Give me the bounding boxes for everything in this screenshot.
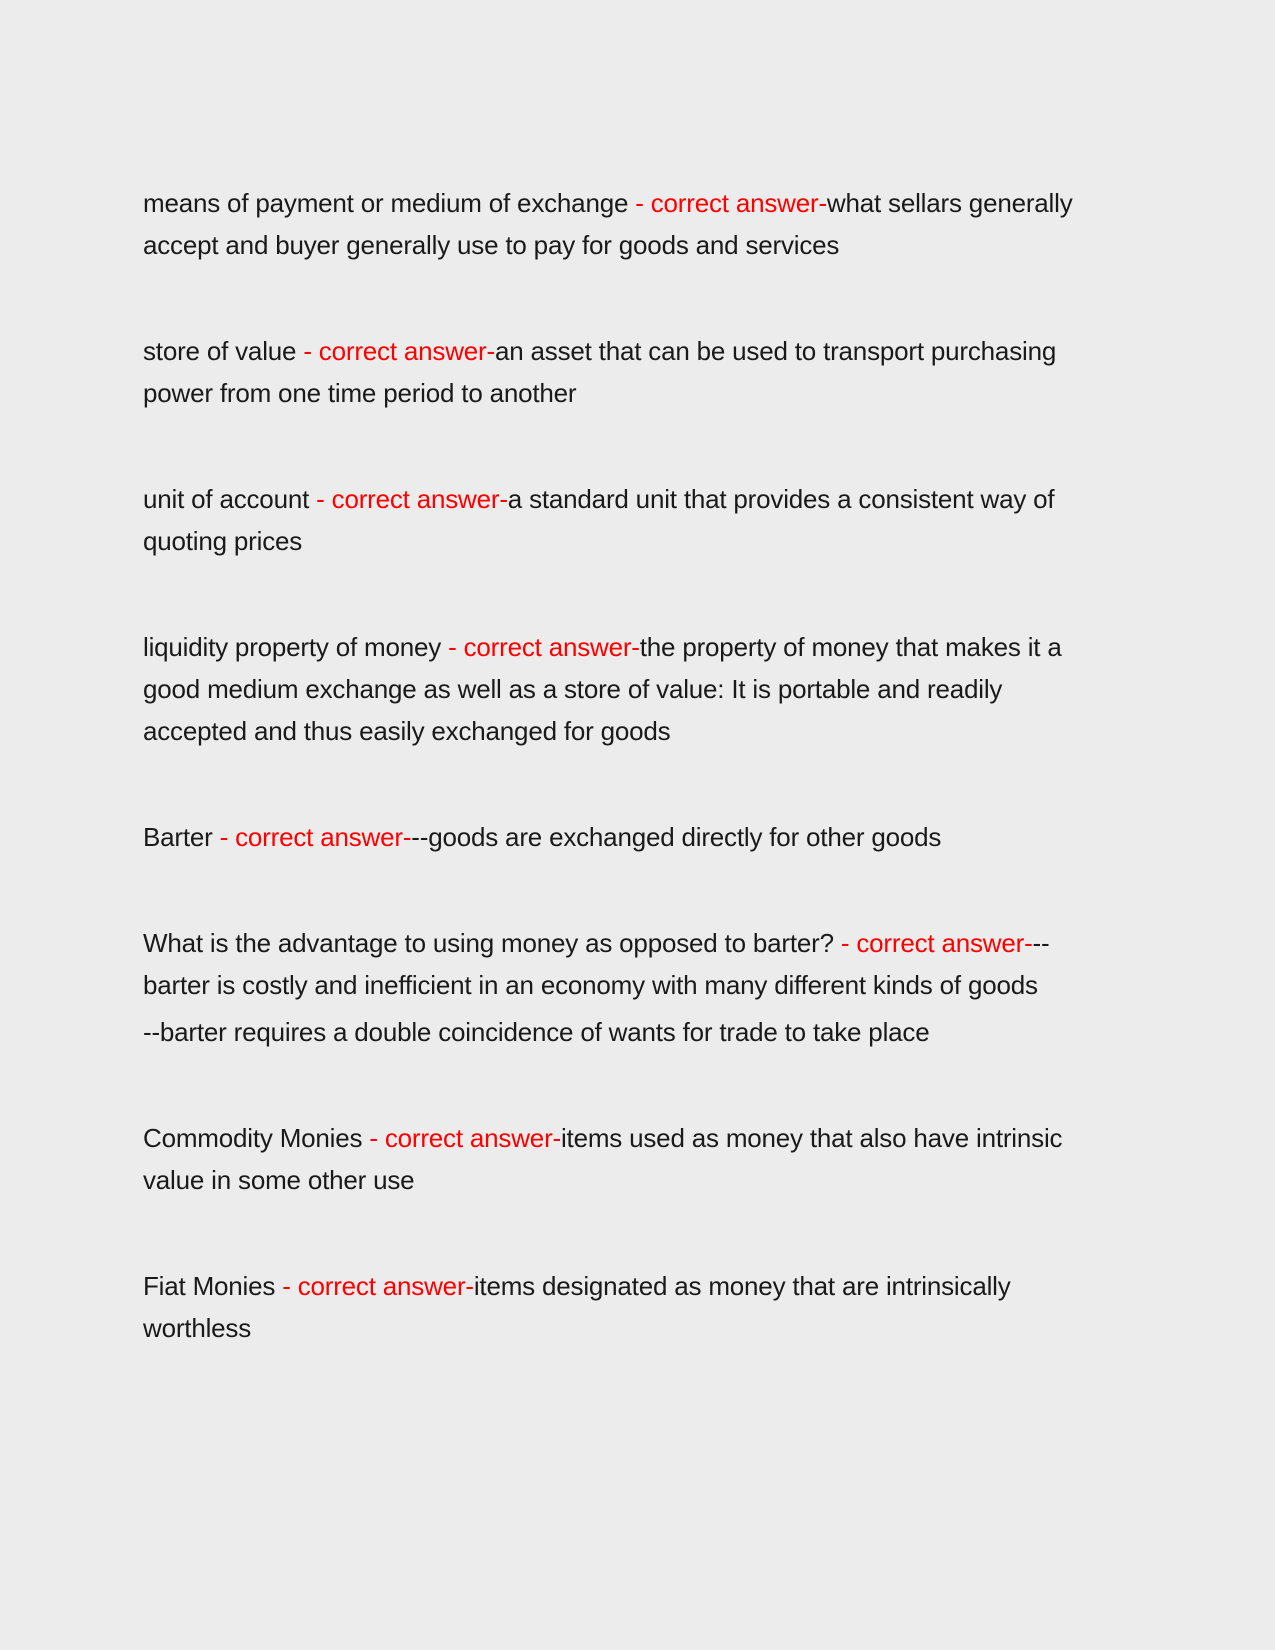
flashcard-entry	[143, 478, 1093, 562]
definition-text: items designated as money that are intrinsically worthless	[143, 1271, 1011, 1343]
term-text: means of payment or medium of exchange	[143, 188, 629, 218]
term-text: store of value	[143, 336, 297, 366]
flashcard-text	[143, 182, 1093, 266]
term-text: What is the advantage to using money as opposed to barter?	[143, 928, 834, 958]
definition-text: items used as money that also have intrinsic value in some other use	[143, 1123, 1063, 1195]
flashcard-text	[143, 478, 1093, 562]
flashcard-text	[143, 1265, 1093, 1349]
flashcard-entry	[143, 816, 1093, 858]
definition-text: the property of money that makes it a good medium exchange as well as a store of value: It is portable and readily accepted and thus easily exchanged for goods	[143, 632, 1062, 746]
flashcard-text	[143, 330, 1093, 414]
definition-text: a standard unit that provides a consistent way of quoting prices	[143, 484, 1055, 556]
term-text: liquidity property of money	[143, 632, 442, 662]
definition-extra-text: --barter requires a double coincidence of wants for trade to take place	[143, 1017, 930, 1047]
flashcard-entry	[143, 922, 1093, 1053]
definition-text: --goods are exchanged directly for other goods	[411, 822, 942, 852]
term-text: Commodity Monies	[143, 1123, 363, 1153]
flashcard-text	[143, 922, 1093, 1006]
correct-answer-marker: - correct answer-	[635, 188, 827, 218]
flashcard-entry	[143, 182, 1093, 266]
term-text: Fiat Monies	[143, 1271, 276, 1301]
flashcard-text	[143, 816, 1093, 858]
flashcard-text	[143, 626, 1093, 752]
flashcard-entry	[143, 1117, 1093, 1201]
definition-text: what sellars generally accept and buyer generally use to pay for goods and services	[143, 188, 1073, 260]
flashcard-entry	[143, 626, 1093, 752]
correct-answer-marker: - correct answer-	[369, 1123, 561, 1153]
term-text: Barter	[143, 822, 213, 852]
correct-answer-marker: - correct answer-	[448, 632, 640, 662]
term-text: unit of account	[143, 484, 310, 514]
flashcard-entry	[143, 330, 1093, 414]
flashcard-text	[143, 1117, 1093, 1201]
correct-answer-marker: - correct answer-	[282, 1271, 474, 1301]
definition-text: an asset that can be used to transport purchasing power from one time period to another	[143, 336, 1057, 408]
correct-answer-marker: - correct answer-	[303, 336, 495, 366]
correct-answer-marker: - correct answer-	[219, 822, 412, 852]
correct-answer-marker: - correct answer-	[840, 928, 1033, 958]
flashcard-entry	[143, 1265, 1093, 1349]
definition-text: --barter is costly and inefficient in an economy with many different kinds of goods	[143, 928, 1050, 1000]
correct-answer-marker: - correct answer-	[316, 484, 508, 514]
